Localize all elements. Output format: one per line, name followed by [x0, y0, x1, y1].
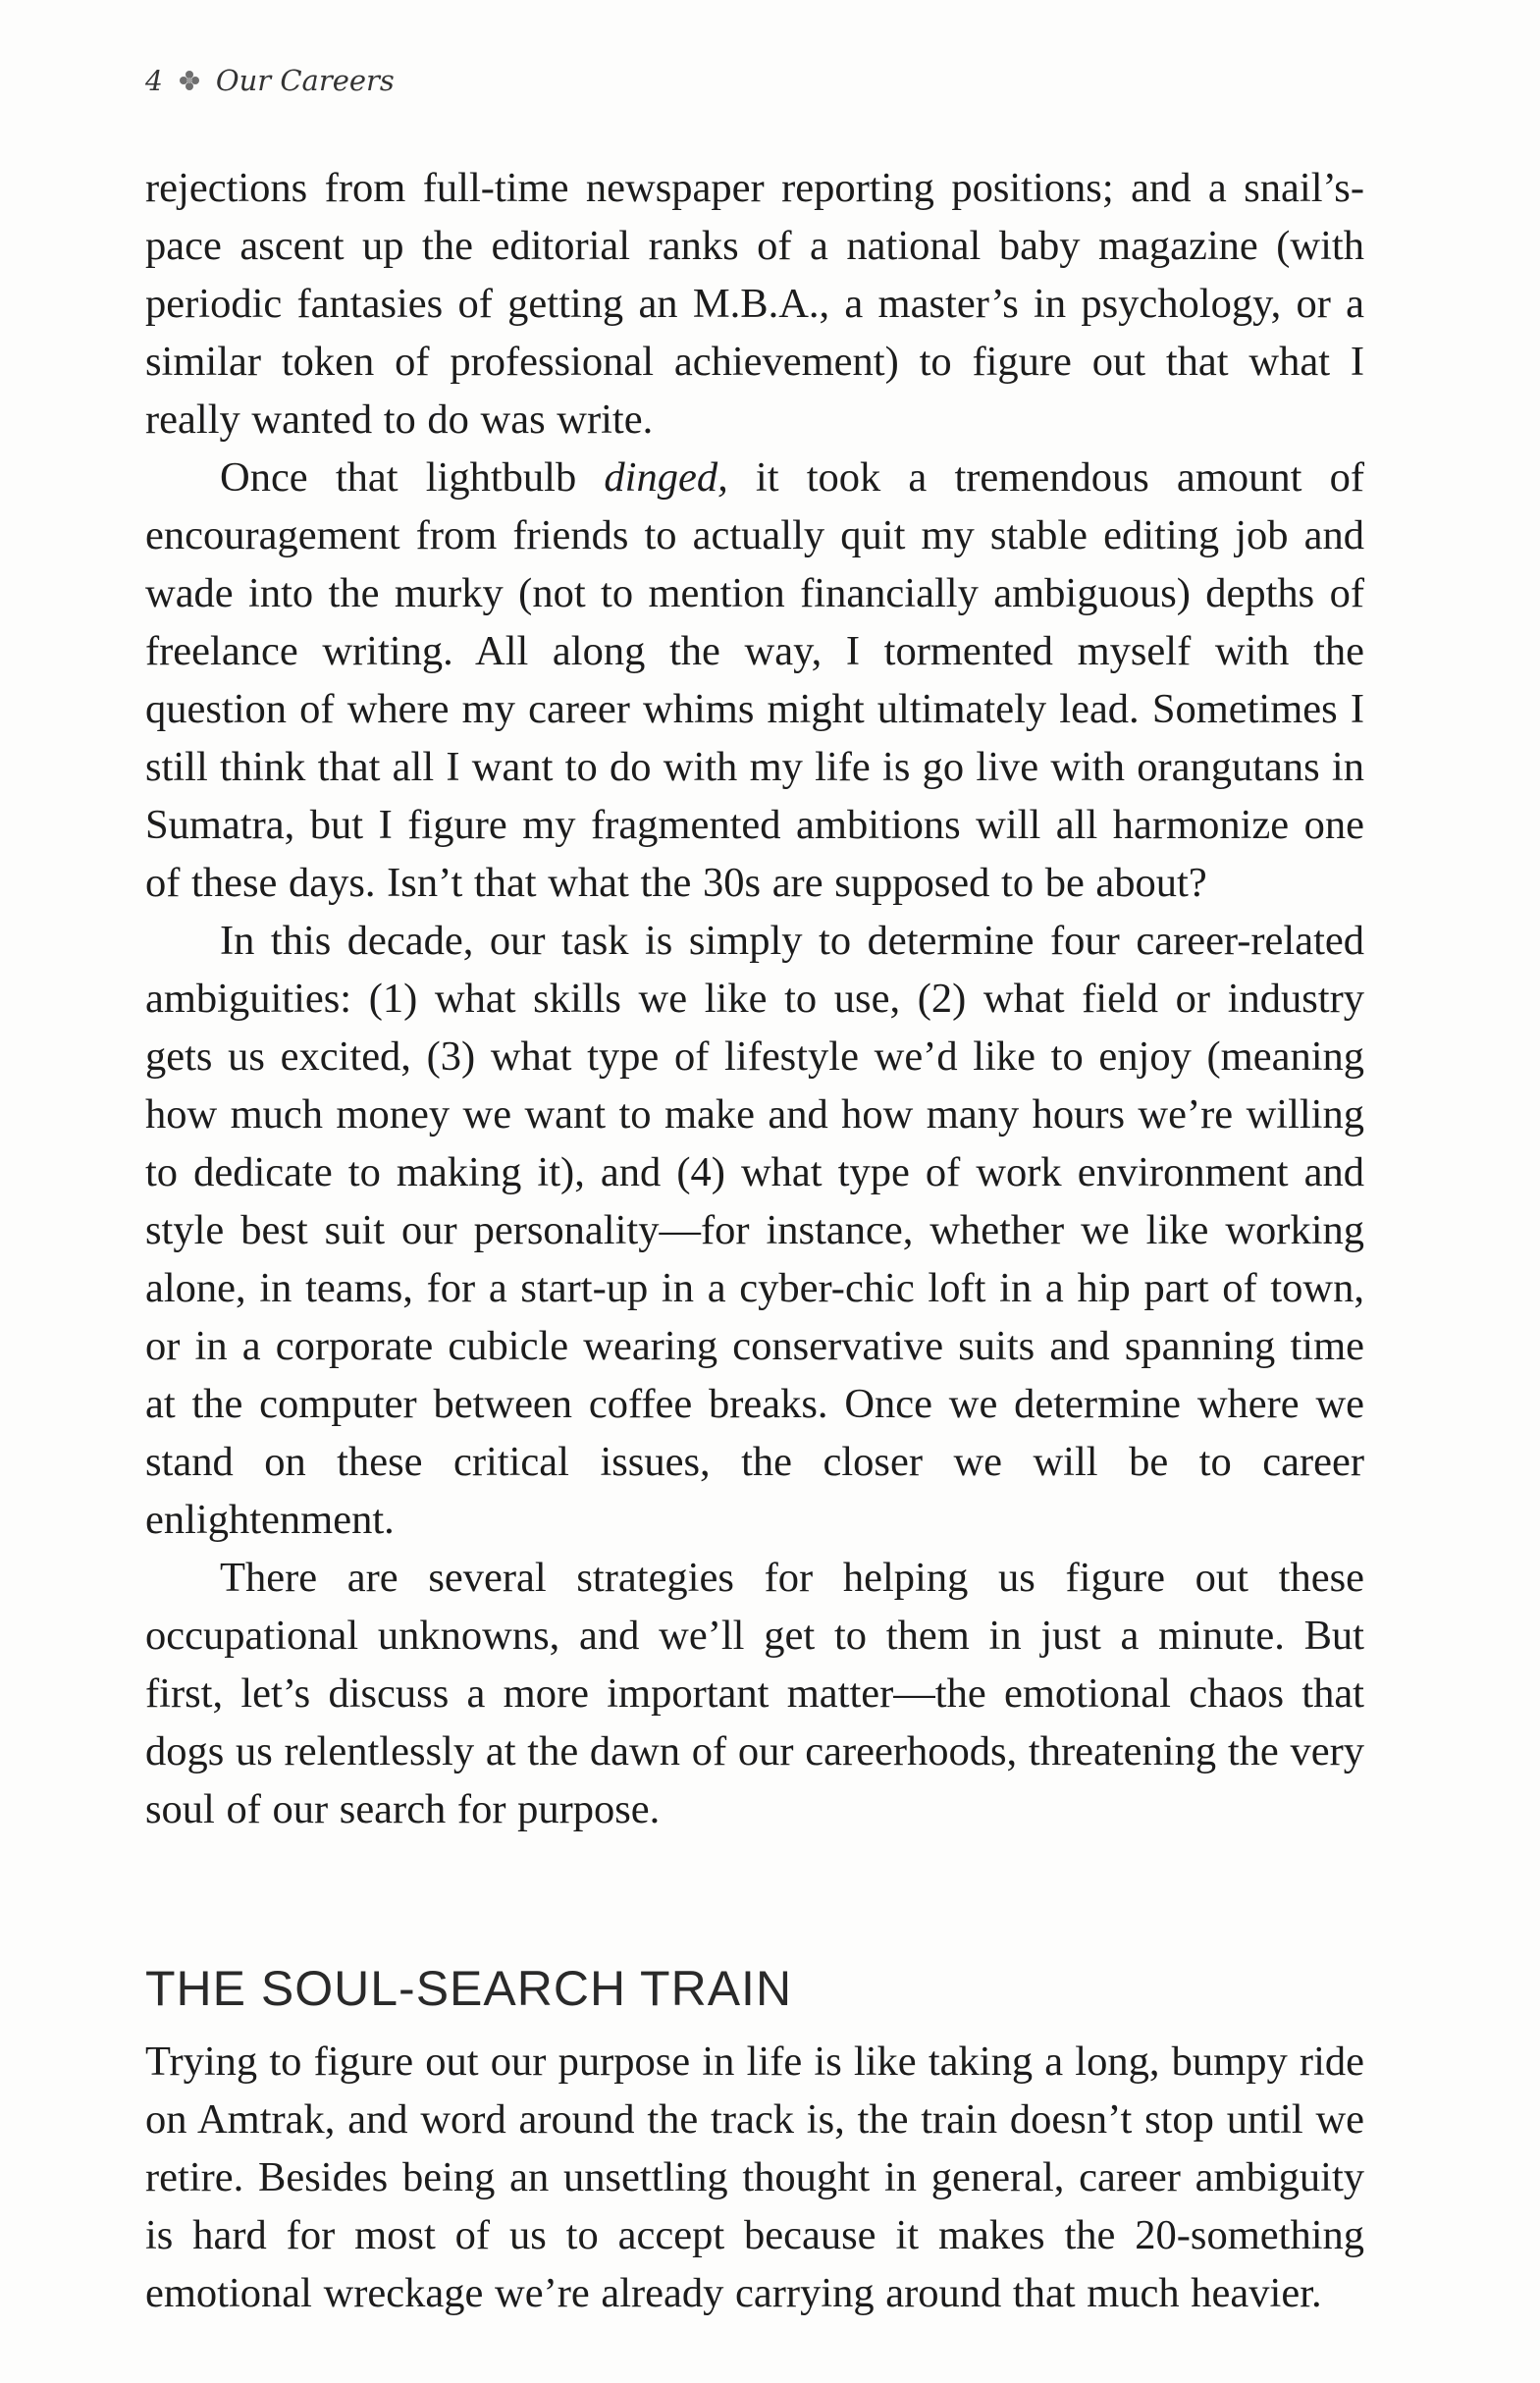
- paragraph-strategies: There are several strategies for helping us figure out these occupational unknowns, and we’ll get to them in just a minute. But first, let’s discuss a more important matter—the emotional chaos that dogs us relentlessly at the dawn of our careerhoods, threatening the very soul of our search for purpose.: [145, 1555, 1364, 1832]
- body-text: [145, 159, 1364, 2322]
- running-head: [145, 61, 395, 100]
- paragraph-continuation: rejections from full-time newspaper reporting positions; and a snail’s-pace ascent up the editorial ranks of a national baby magazine (with periodic fantasies of getting an M.B.A., a master’s in psychology, or a similar token of professional achievement) to figure out that what I really wanted to do was write.: [145, 165, 1364, 443]
- page-number: 4: [145, 64, 163, 97]
- section-heading: THE SOUL-SEARCH TRAIN: [145, 1961, 793, 2016]
- paragraph-lightbulb-after: it took a tremendous amount of encouragement from friends to actually quit my stable editing job and wade into the murky (not to mention financially ambiguous) depths of freelance writing. All along the way, I tormented myself with the question of where my career whims might ultimately lead. Sometimes I still think that all I want to do with my life is go live with orangutans in Sumatra, but I figure my fragmented ambitions will all harmonize one of these days. Isn’t that what the 30s are supposed to be about?: [145, 454, 1364, 906]
- section-paragraph: Trying to figure out our purpose in life is like taking a long, bumpy ride on Amtrak, and word around the track is, the train doesn’t stop until we retire. Besides being an unsettling thought in general, career ambiguity is hard for most of us to accept because it makes the 20-something emotional wreckage we’re already carrying around that much heavier.: [145, 2039, 1364, 2316]
- paragraph-lightbulb-emphasis: dinged,: [604, 454, 728, 501]
- paragraph-lightbulb: [145, 449, 1364, 912]
- paragraph-four-ambiguities: In this decade, our task is simply to determine four career-related ambiguities: (1) what skills we like to use, (2) what field or industry gets us excited, (3) what type of lifestyle we’d like to enjoy (meaning how much money we want to make and how many hours we’re willing to dedicate to making it), and (4) what type of work environment and style best suit our personality—for instance, whether we like working alone, in teams, for a start-up in a cyber-chic loft in a hip part of town, or in a corporate cubicle wearing conservative suits and spanning time at the computer between coffee breaks. Once we determine where we stand on these critical issues, the closer we will be to career enlightenment.: [145, 918, 1364, 1543]
- chapter-title: Our Careers: [215, 64, 395, 97]
- flower-ornament-icon: [179, 70, 200, 91]
- paragraph-lightbulb-before: Once that lightbulb: [220, 454, 605, 501]
